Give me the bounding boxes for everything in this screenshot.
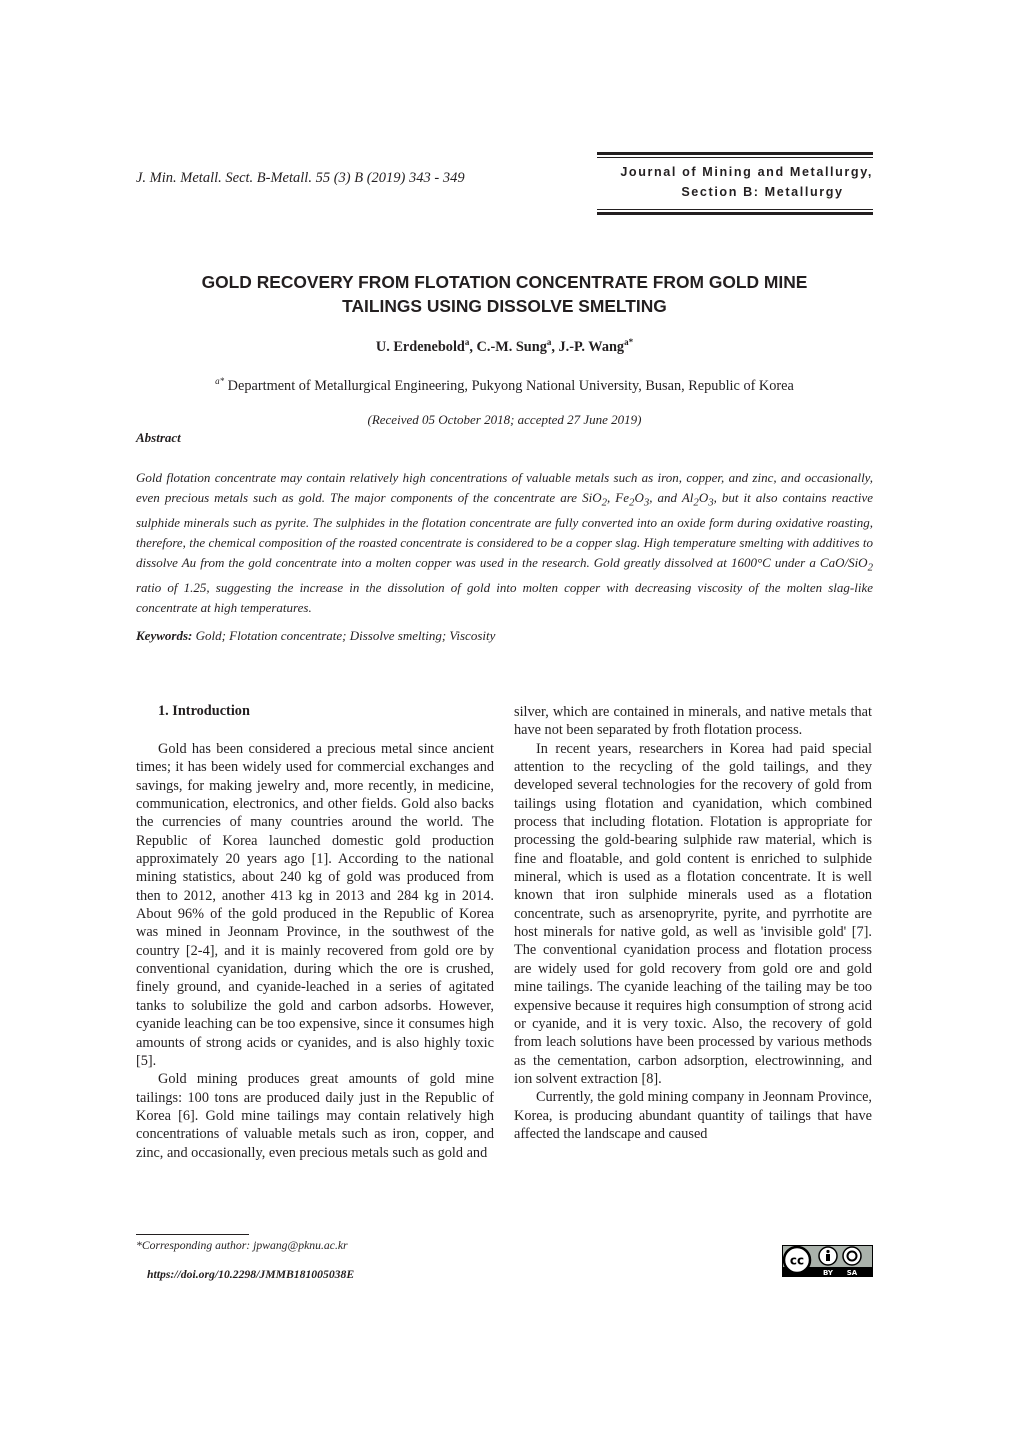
received-dates: (Received 05 October 2018; accepted 27 June 2019) bbox=[367, 412, 642, 427]
abstract-subscript: 2 bbox=[629, 496, 635, 509]
paragraph: silver, which are contained in minerals, and native metals that have not been separated by froth flotation process. bbox=[514, 704, 872, 739]
author-3-affil: a* bbox=[624, 337, 634, 347]
license-by-label: BY bbox=[822, 1269, 834, 1277]
body-column-left bbox=[136, 740, 494, 1162]
author-1-affil: a bbox=[464, 337, 470, 347]
author-separator: , bbox=[469, 338, 477, 355]
abstract-subscript: 2 bbox=[601, 496, 608, 509]
author-1: U. Erdenebold bbox=[375, 338, 465, 355]
paragraph: Currently, the gold mining company in Jeonnam Province, Korea, is producing abundant quantity of tailings that have affected the landscape and caused bbox=[514, 1089, 872, 1142]
masthead-rule-top bbox=[597, 152, 873, 155]
title-line-1: GOLD RECOVERY FROM FLOTATION CONCENTRATE FROM GOLD MINE bbox=[201, 272, 808, 292]
author-separator: , bbox=[551, 338, 559, 355]
abstract-subscript: 3 bbox=[643, 496, 650, 509]
section-heading-introduction: 1. Introduction bbox=[158, 703, 250, 719]
share-alike-icon bbox=[843, 1247, 861, 1265]
abstract-heading: Abstract bbox=[136, 430, 181, 445]
attribution-icon bbox=[819, 1247, 837, 1265]
journal-section: Section B: Metallurgy bbox=[681, 185, 844, 199]
keywords bbox=[136, 628, 873, 644]
footnote-rule bbox=[136, 1234, 249, 1235]
journal-name: Journal of Mining and Metallurgy, bbox=[620, 165, 873, 179]
cc-icon bbox=[784, 1247, 810, 1273]
affiliation-mark: a* bbox=[215, 376, 225, 386]
journal-citation: J. Min. Metall. Sect. B-Metall. 55 (3) B (2019) 343 - 349 bbox=[136, 170, 465, 186]
abstract-part: O bbox=[634, 490, 644, 506]
paragraph: Gold mining produces great amounts of gold mine tailings: 100 tons are produced daily just in the Republic of Korea [6]. Gold mine tailings may contain relatively high concentrations of valuable metals such as iron, copper, and zinc, and occasionally, even precious metals such as gold and bbox=[136, 1071, 494, 1161]
paragraph: In recent years, researchers in Korea had paid special attention to the recycling of the gold tailings, and they developed several technologies for the recovery of gold from tailings using flotation and cyanidation, which combined process that including flotation. Flotation is appropriate for processing the gold-bearing sulphide raw material, which is fine and floatable, and gold content is enriched to sulphide mineral, which is used as a flotation concentrate. It is well known that iron sulphide minerals used as a flotation concentrate, such as arsenopryrite, pyrite, and pyrrhotite are host minerals for native gold, as well as 'invisible gold' [7]. The conventional cyanidation process and flotation process are widely used for gold recovery from gold ore and gold mine tailings. The cyanide leaching of the tailing may be too expensive because it requires high consumption of strong acid or cyanide, and it is very toxic. Also, the recovery of gold from leach solutions have been processed by various methods as the cementation, carbon adsorption, electrowinning, and ion solvent extraction [8]. bbox=[514, 740, 872, 1087]
svg-text:cc: cc bbox=[789, 1253, 805, 1268]
masthead-rule-bottom bbox=[597, 212, 873, 215]
license-sa-label: SA bbox=[846, 1269, 858, 1277]
title-line-2: TAILINGS USING DISSOLVE SMELTING bbox=[342, 296, 667, 316]
author-2-affil: a bbox=[546, 337, 552, 347]
abstract-part: O bbox=[698, 490, 709, 506]
paragraph: Gold has been considered a precious metal since ancient times; it has been widely used for commercial exchanges and savings, for making jewelry and, more recently, in medicine, communication, electronics, and other fields. Gold also backs the currencies of many countries around the world. The Republic of Korea launched domestic gold production approximately 20 years ago [1]. According to the national mining statistics, about 240 kg of gold was produced from then to 2012, another 413 kg in 2013 and 284 kg in 2014. About 96% of the gold produced in the Republic of Korea was mined in Jeonnam Province, in the southwest of the country [2-4], and it is mainly recovered from gold ore by conventional cyanidation, during which the ore is crushed, finely ground, and cyanide-leached in a series of agitated tanks to solubilize the gold and carbon adsorbs. However, cyanide leaching can be too expensive, since it consumes high amounts of strong acids or cyanides, and is also highly toxic [5]. bbox=[136, 741, 494, 1069]
author-2: C.-M. Sung bbox=[476, 338, 547, 355]
affiliation bbox=[136, 376, 873, 395]
cc-by-sa-license-badge[interactable] bbox=[782, 1245, 873, 1277]
author-3: J.-P. Wang bbox=[558, 338, 625, 355]
author-list bbox=[136, 337, 873, 356]
masthead-rule-bottom-thin bbox=[597, 209, 873, 210]
journal-masthead bbox=[597, 152, 873, 215]
article-title bbox=[136, 270, 873, 318]
abstract-part: ratio of 1.25, suggesting the increase in the dissolution of gold into molten copper with decreasing viscosity of the molten slag-like concentrate at high temperatures. bbox=[136, 580, 873, 616]
abstract-subscript: 2 bbox=[693, 496, 699, 509]
affiliation-text: Department of Metallurgical Engineering, Pukyong National University, Busan, Republic of Korea bbox=[224, 377, 794, 394]
body-column-right bbox=[514, 703, 872, 1143]
corresponding-author: *Corresponding author: jpwang@pknu.ac.kr bbox=[136, 1239, 348, 1252]
abstract-text bbox=[136, 468, 873, 619]
abstract-part: , Fe bbox=[607, 490, 630, 506]
abstract-part: , but it also contains reactive sulphide minerals such as pyrite. The sulphides in the flotation concentrate are fully converted into an oxide form during oxidative roasting, therefore, the chemical composition of the roasted concentrate is considered to be a copper slag. High temperature smelting with additives to dissolve Au from the gold concentrate into a molten copper was used in the research. Gold greatly dissolved at 1600°C under a CaO/SiO bbox=[136, 490, 873, 571]
keywords-list: Gold; Flotation concentrate; Dissolve smelting; Viscosity bbox=[192, 628, 496, 643]
abstract-subscript: 2 bbox=[867, 562, 873, 574]
doi-link[interactable]: https://doi.org/10.2298/JMMB181005038E bbox=[147, 1268, 355, 1281]
abstract-part: Gold flotation concentrate may contain relatively high concentrations of valuable metals such as iron, copper, and zinc, and occasionally, even precious metals such as gold. The major components of the concentrate are SiO bbox=[136, 470, 873, 506]
keywords-label: Keywords: bbox=[136, 628, 193, 643]
abstract-subscript: 3 bbox=[708, 496, 714, 509]
abstract-part: , and Al bbox=[649, 490, 694, 506]
